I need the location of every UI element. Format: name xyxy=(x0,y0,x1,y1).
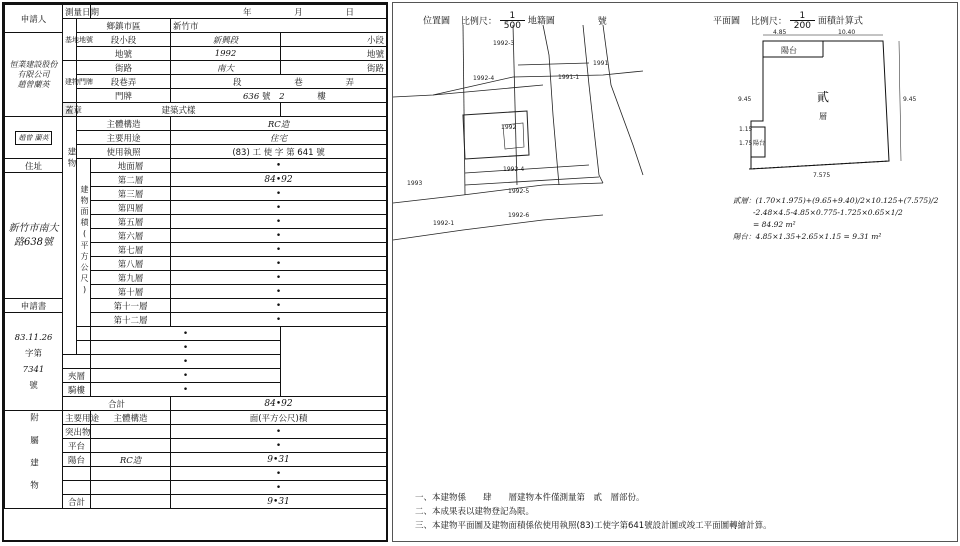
applicant-company-name: 恒業建設股份有限公司 xyxy=(9,59,58,79)
area-calc-label: 面積計算式 xyxy=(817,16,863,27)
building-total-label: 合計 xyxy=(63,397,171,411)
location-scale-num: 1 xyxy=(509,11,516,21)
year-label: 年 xyxy=(243,7,252,18)
plan-dimension: 9.45 xyxy=(903,96,917,103)
lot-number: 1992-1 xyxy=(433,220,455,227)
note-line: 三、本建物平面圖及建物面積係依使用執照(83)工使字第641號設計圖或竣工平面圖轉繪計算。 xyxy=(415,521,772,531)
floor-name: 第八層 xyxy=(91,257,171,271)
area-label: 建物面積(平方公尺) xyxy=(80,185,89,297)
plan-scale-den: 200 xyxy=(790,20,815,31)
application-number: 7341 xyxy=(22,364,45,375)
plan-balcony-label-2: 陽台 xyxy=(753,140,766,147)
address-label: 住址 xyxy=(5,159,63,173)
applicant-company xyxy=(5,33,63,117)
plan-balcony-label: 陽台 xyxy=(781,46,797,55)
floor-area: • xyxy=(171,159,387,173)
annex-area: • xyxy=(171,467,387,481)
building-total-value: 84•92 xyxy=(171,397,387,411)
lot-suffix: 地號 xyxy=(281,47,387,61)
plan-scale-num: 1 xyxy=(799,11,806,21)
lot-number: 1992-4 xyxy=(473,75,495,82)
floor-name: 第六層 xyxy=(91,229,171,243)
floor-name: 第四層 xyxy=(91,201,171,215)
building-label: 建物 xyxy=(66,147,76,170)
calc-line: -2.48×4.5-4.85×0.775-1.725×0.65×1/2 xyxy=(753,208,903,217)
annex-total-label: 合計 xyxy=(63,495,91,509)
annex-area: 9•31 xyxy=(171,453,387,467)
annex-label-cell xyxy=(5,411,63,509)
arcade-value: • xyxy=(91,383,281,397)
cadastral-suffix: 號 xyxy=(597,16,607,27)
calc-line: 貳層：(1.70×1.975)+(9.65+9.40)/2×10.125+(7.575)/2 xyxy=(733,196,939,205)
plan-dimension: 4.85 xyxy=(773,29,787,36)
lot-number: 1993 xyxy=(407,180,423,187)
applicant-person-name: 趙曾蘭英 xyxy=(17,79,50,89)
structure-label: 主體構造 xyxy=(77,117,171,131)
door-row xyxy=(171,89,387,103)
lane-lane: 巷 xyxy=(294,77,303,88)
door-suffix: 號 xyxy=(261,91,271,102)
note-line: 一、本建物係 肆 層建物本件僅測量第 貳 層部份。 xyxy=(415,493,645,503)
annex-name xyxy=(63,467,91,481)
lot-number: 1992-3 xyxy=(493,40,515,47)
plan-dimension: 9.45 xyxy=(738,96,752,103)
building-survey-form xyxy=(2,2,388,542)
building-door-label: 建物門牌 xyxy=(63,61,77,103)
floor-name: 地面層 xyxy=(91,159,171,173)
annex-structure: RC造 xyxy=(91,453,171,467)
floor-area: • xyxy=(171,229,387,243)
survey-date-label: 測量日期 xyxy=(63,5,91,19)
floor-area: • xyxy=(171,243,387,257)
floor-area: • xyxy=(171,313,387,327)
floor-name: 第七層 xyxy=(91,243,171,257)
permit-label: 使用執照 xyxy=(77,145,171,159)
lot-value: 1992 xyxy=(171,47,281,61)
mezzanine-label: 夾層 xyxy=(63,369,91,383)
annex-structure-label: 主體構造 xyxy=(91,411,171,425)
lane-row xyxy=(171,75,387,89)
section-value: 新興段 xyxy=(171,33,281,47)
arcade-label: 騎樓 xyxy=(63,383,91,397)
annex-name: 突出物 xyxy=(63,425,91,439)
floor-name: 第十層 xyxy=(91,285,171,299)
building-style-label: 建築式樣 xyxy=(77,103,281,117)
section-label: 段小段 xyxy=(77,33,171,47)
floor-number: 2 xyxy=(279,91,285,102)
floor-name: 第二層 xyxy=(91,173,171,187)
door-label: 門牌 xyxy=(77,89,171,103)
plan-dimension: 1.75 xyxy=(739,140,753,147)
seal-label: 蓋章 xyxy=(63,103,77,117)
mezzanine-value: • xyxy=(91,369,281,383)
floor-area: • xyxy=(171,299,387,313)
seal-stamp: 趙曾 蘭英 xyxy=(15,131,51,145)
area-label-cell xyxy=(77,159,91,327)
door-number: 636 xyxy=(243,91,260,102)
location-scale-label: 比例尺： xyxy=(460,16,497,27)
floor-name: 第三層 xyxy=(91,187,171,201)
street-suffix: 街路 xyxy=(281,61,387,75)
plan-dimension: 10.40 xyxy=(838,29,856,36)
blank-area: • xyxy=(91,355,281,369)
address-value: 新竹市南大路638號 xyxy=(5,173,63,299)
area-calculation xyxy=(733,195,938,243)
annex-structure xyxy=(91,439,171,453)
application-date: 83.11.26 xyxy=(14,332,53,343)
notes xyxy=(415,491,772,533)
calc-line: 陽台：4.85×1.35+2.65×1.15 = 9.31 m² xyxy=(733,232,882,241)
plan-floor-sub: 層 xyxy=(819,112,827,121)
annex-structure xyxy=(91,467,171,481)
use-label: 主要用途 xyxy=(77,131,171,145)
lane-section: 段 xyxy=(233,77,242,88)
floor-plan-header xyxy=(713,11,863,31)
building-label-cell xyxy=(63,117,77,355)
annex-name xyxy=(63,481,91,495)
floor-name: 第十一層 xyxy=(91,299,171,313)
application-number-suffix: 號 xyxy=(29,380,38,391)
application-info xyxy=(5,313,63,411)
floor-name: 第五層 xyxy=(91,215,171,229)
lot-number: 1992-5 xyxy=(508,188,530,195)
plan-floor-label: 貳 xyxy=(817,90,830,104)
plan-dimension: 1.15 xyxy=(739,126,753,133)
month-label: 月 xyxy=(294,7,303,18)
lot-number: 1992 xyxy=(501,124,517,131)
floor-area: • xyxy=(171,215,387,229)
location-scale-den: 500 xyxy=(500,20,525,31)
floor-area: • xyxy=(171,187,387,201)
cadastral-label: 地籍圖 xyxy=(527,16,555,27)
plan-scale xyxy=(790,11,815,31)
floor-plan-title: 平面圖 xyxy=(713,16,741,27)
floor-area: • xyxy=(171,201,387,215)
annex-area: • xyxy=(171,439,387,453)
lane-label: 段巷弄 xyxy=(77,75,171,89)
annex-structure xyxy=(91,425,171,439)
permit-value: (83) 工 使 字 第 641 號 xyxy=(171,145,387,159)
plan-scale-label: 比例尺： xyxy=(750,16,787,27)
blank-area: • xyxy=(91,327,281,341)
street-value: 南大 xyxy=(171,61,281,75)
day-label: 日 xyxy=(345,7,354,18)
annex-name: 陽台 xyxy=(63,453,91,467)
floor-name: 第九層 xyxy=(91,271,171,285)
annex-area: • xyxy=(171,425,387,439)
structure-value: RC造 xyxy=(171,117,387,131)
use-value: 住宅 xyxy=(171,131,387,145)
annex-area: • xyxy=(171,481,387,495)
application-word-label: 字第 xyxy=(24,348,42,359)
lot-number: 1992-4 xyxy=(503,166,525,173)
floor-plan xyxy=(713,31,953,191)
seal-area xyxy=(5,117,63,159)
annex-structure xyxy=(91,481,171,495)
street-label: 街路 xyxy=(77,61,171,75)
location-map xyxy=(393,25,643,245)
location-map-title: 位置圖 xyxy=(423,16,451,27)
floor-area: • xyxy=(171,257,387,271)
town-value: 新竹市 xyxy=(171,19,387,33)
calc-line: = 84.92 m² xyxy=(753,220,796,229)
lot-number: 1991-1 xyxy=(558,74,580,81)
annex-label: 附屬建物 xyxy=(28,413,39,503)
plan-dimension: 7.575 xyxy=(813,172,831,179)
floor-area: • xyxy=(171,271,387,285)
drawing-panel xyxy=(392,2,958,542)
lane-alley: 弄 xyxy=(345,77,354,88)
lot-label: 地號 xyxy=(77,47,171,61)
subsection-suffix: 小段 xyxy=(281,33,387,47)
survey-date-row xyxy=(91,5,387,19)
annex-area-label: 面(平方公尺)積 xyxy=(171,411,387,425)
floor-suffix: 樓 xyxy=(317,91,326,102)
annex-total-value: 9•31 xyxy=(171,495,387,509)
town-label: 鄉鎮市區 xyxy=(77,19,171,33)
annex-name: 平台 xyxy=(63,439,91,453)
base-location-label: 基地地號 xyxy=(63,19,77,61)
blank-area: • xyxy=(91,341,281,355)
annex-use-label: 主要用途 xyxy=(63,411,91,425)
application-label: 申請書 xyxy=(5,299,63,313)
floor-name: 第十二層 xyxy=(91,313,171,327)
note-line: 二、本成果表以建物登記為限。 xyxy=(415,507,535,517)
floor-area: 84•92 xyxy=(171,173,387,187)
floor-area: • xyxy=(171,285,387,299)
survey-form-table xyxy=(4,4,387,509)
building-style-value xyxy=(281,103,387,117)
lot-number: 1992-6 xyxy=(508,212,530,219)
lot-number: 1991 xyxy=(593,60,609,67)
applicant-label: 申請人 xyxy=(5,5,63,33)
